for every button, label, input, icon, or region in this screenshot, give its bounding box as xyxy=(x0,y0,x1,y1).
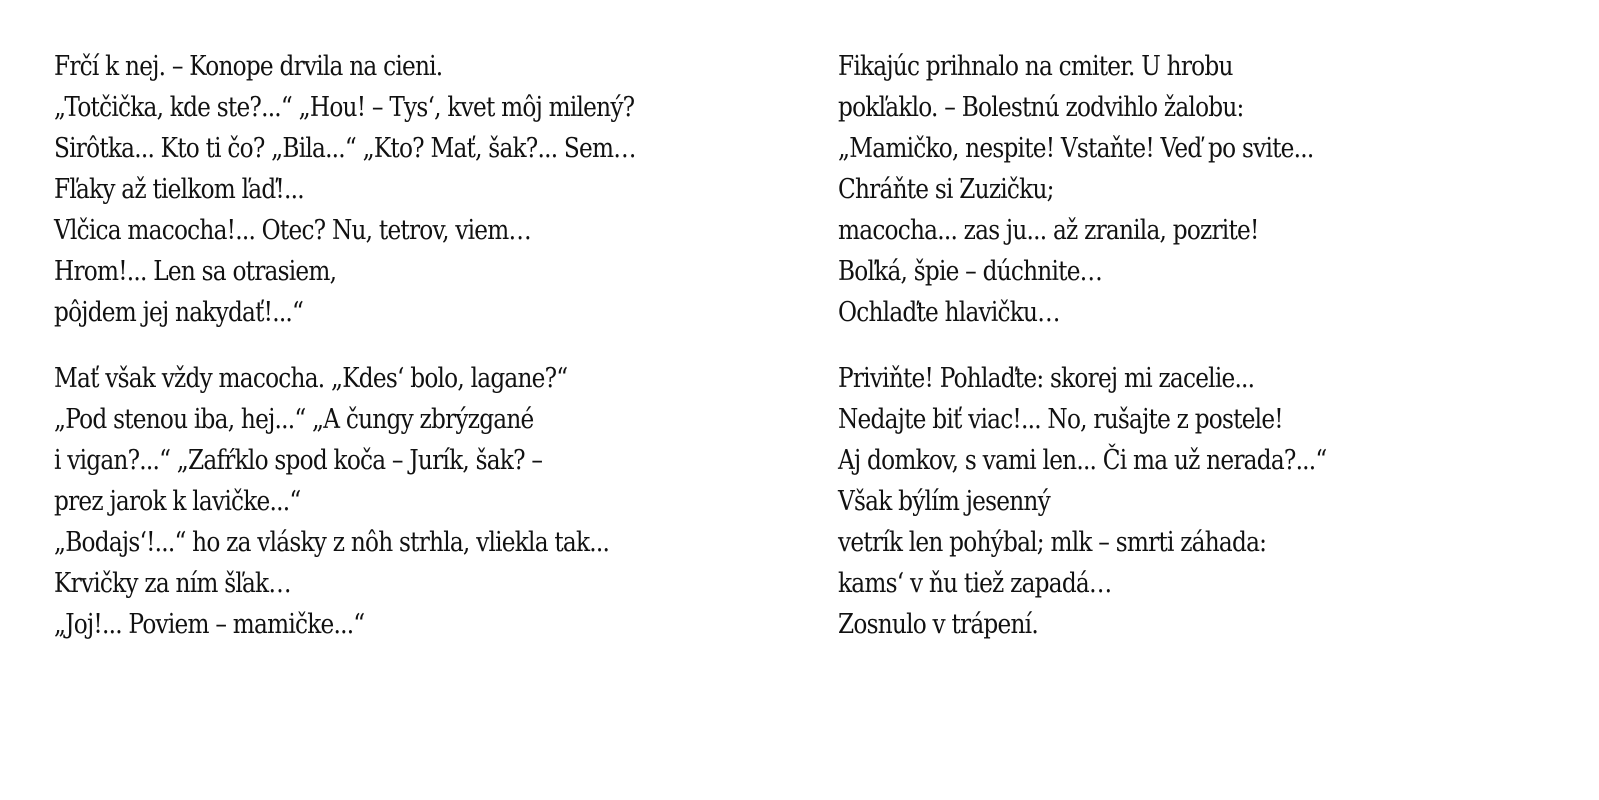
poem-line: Fľaky až tielkom ľaď!... xyxy=(54,174,304,205)
poem-line: Krvičky za ním šľak… xyxy=(54,568,291,599)
poem-line: pokľaklo. – Bolestnú zodvihlo žalobu: xyxy=(838,92,1244,123)
poem-line: Fikajúc prihnalo na cmiter. U hrobu xyxy=(838,51,1233,82)
poem-line: „Bodajs‘!...“ ho za vlásky z nôh strhla, vliekla tak... xyxy=(54,527,610,558)
poem-right-column xyxy=(838,46,1558,670)
poem-line: „Mamičko, nespite! Vstaňte! Veď po svite... xyxy=(838,133,1314,164)
stanza-1 xyxy=(54,46,774,333)
poem-line: Vlčica macocha!... Otec? Nu, tetrov, viem… xyxy=(54,215,531,246)
poem-line: macocha... zas ju... až zranila, pozrite! xyxy=(838,215,1259,246)
poem-line: „Joj!... Poviem – mamičke...“ xyxy=(54,609,365,640)
poem-line: Však býlím jesenný xyxy=(838,486,1050,517)
poem-left-column xyxy=(54,46,774,670)
poem-line: prez jarok k lavičke...“ xyxy=(54,486,301,517)
poem-line: Nedajte biť viac!... No, rušajte z postele! xyxy=(838,404,1283,435)
poem-line: Mať však vždy macocha. „Kdes‘ bolo, lagane?“ xyxy=(54,363,568,394)
poem-line: Zosnulo v trápení. xyxy=(838,609,1038,640)
poem-line: Chráňte si Zuzičku; xyxy=(838,174,1054,205)
poem-line: vetrík len pohýbal; mlk – smrti záhada: xyxy=(838,527,1267,558)
poem-line: pôjdem jej nakydať!...“ xyxy=(54,297,304,328)
poem-line: Ochlaďte hlavičku… xyxy=(838,297,1060,328)
poem-line: kams‘ v ňu tiež zapadá… xyxy=(838,568,1112,599)
stanza-2 xyxy=(54,358,774,645)
poem-line: „Pod stenou iba, hej...“ „A čungy zbrýzgané xyxy=(54,404,534,435)
poem-line: Frčí k nej. – Konope drvila na cieni. xyxy=(54,51,443,82)
poem-line: Priviňte! Pohlaďte: skorej mi zacelie... xyxy=(838,363,1255,394)
poem-line: Sirôtka... Kto ti čo? „Bila...“ „Kto? Mať, šak?... Sem… xyxy=(54,133,636,164)
poem-line: Aj domkov, s vami len... Či ma už nerada?...“ xyxy=(838,445,1327,476)
stanza-4 xyxy=(838,358,1558,645)
stanza-3 xyxy=(838,46,1558,333)
poem-line: Boľká, špie – dúchnite… xyxy=(838,256,1103,287)
poem-line: „Totčička, kde ste?...“ „Hou! – Tys‘, kvet môj milený? xyxy=(54,92,635,123)
poem-line: Hrom!... Len sa otrasiem, xyxy=(54,256,337,287)
poem-line: i vigan?...“ „Zafŕklo spod koča – Jurík, šak? – xyxy=(54,445,543,476)
